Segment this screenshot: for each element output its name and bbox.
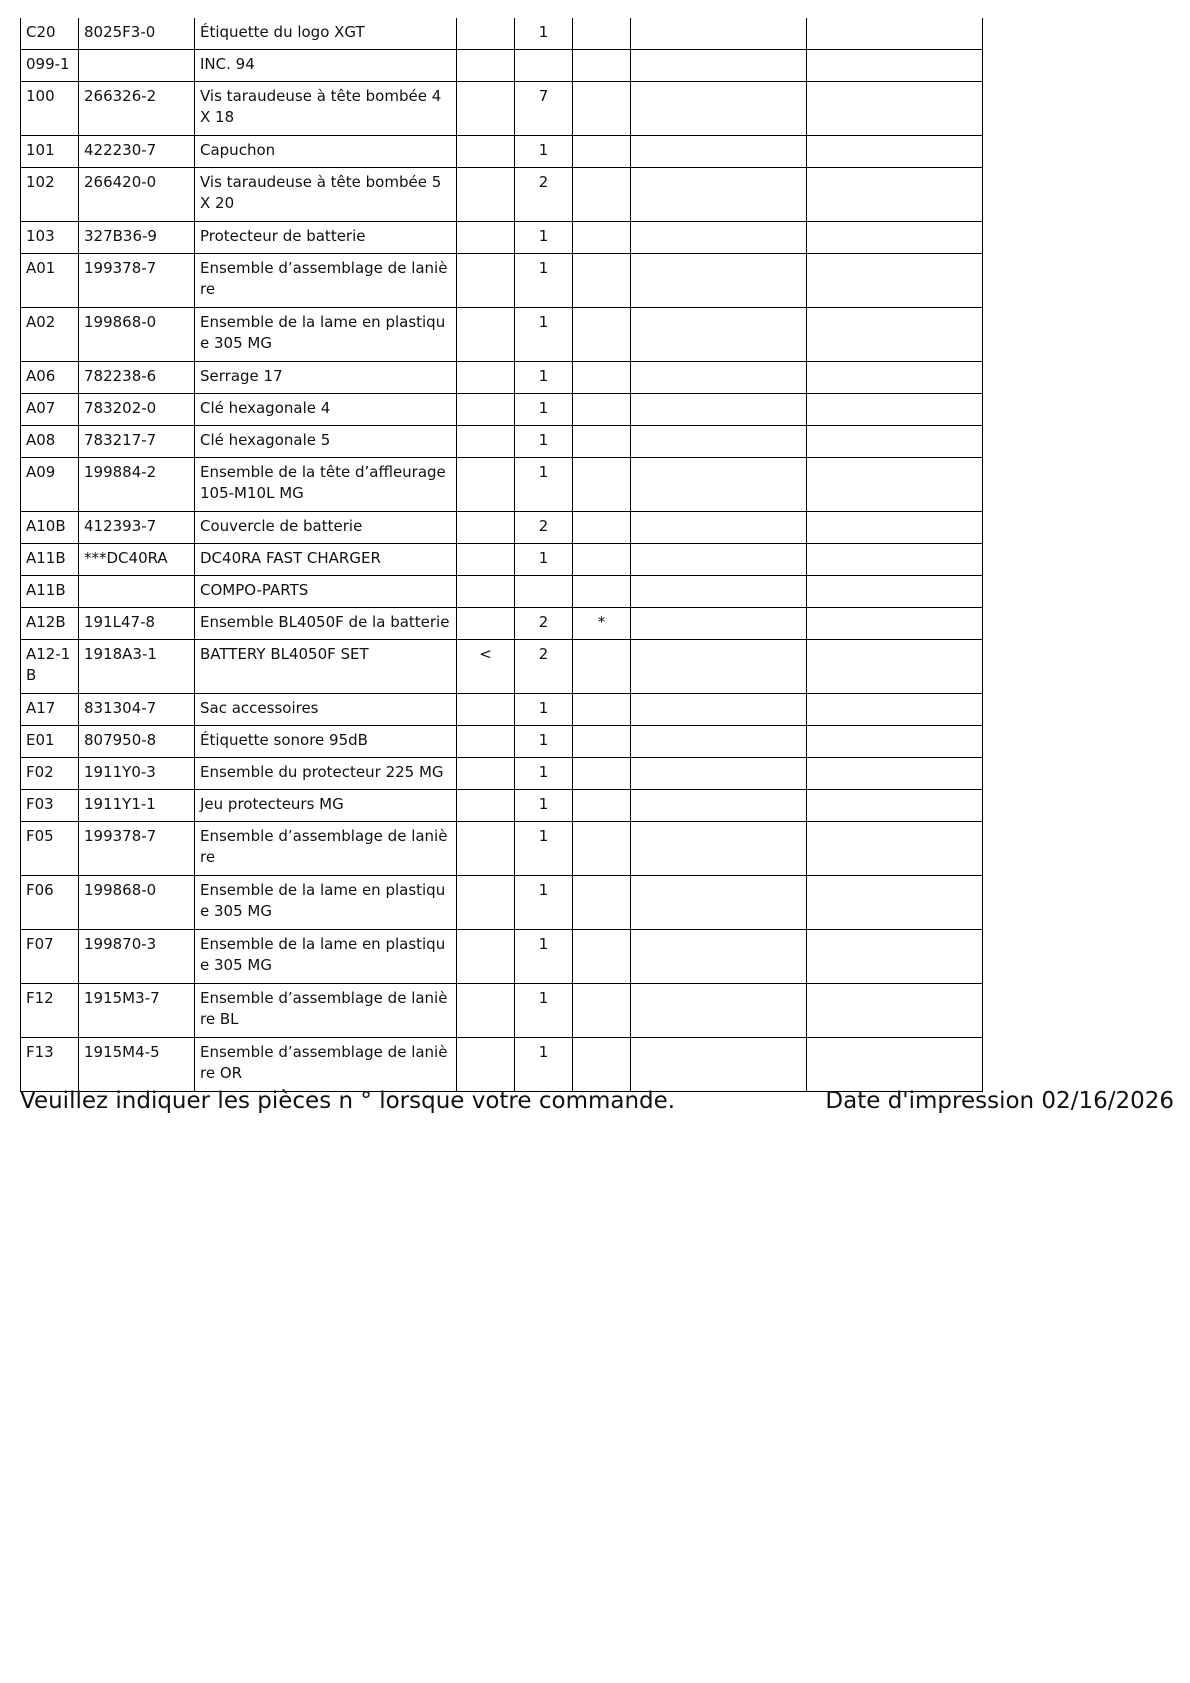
- cell-mark: [457, 18, 515, 50]
- cell-part-number: 266326-2: [79, 82, 195, 136]
- cell-empty: [631, 876, 807, 930]
- cell-quantity: 2: [515, 640, 573, 694]
- cell-quantity: 1: [515, 984, 573, 1038]
- cell-quantity: 1: [515, 876, 573, 930]
- table-row: [21, 1038, 983, 1092]
- cell-empty: [807, 512, 983, 544]
- cell-item-no: 103: [21, 222, 79, 254]
- cell-empty: [807, 136, 983, 168]
- cell-note: [573, 18, 631, 50]
- cell-empty: [807, 308, 983, 362]
- table-row: [21, 608, 983, 640]
- table-row: [21, 758, 983, 790]
- cell-description: Étiquette sonore 95dB: [195, 726, 457, 758]
- table-row: [21, 394, 983, 426]
- cell-empty: [631, 222, 807, 254]
- cell-empty: [807, 82, 983, 136]
- cell-quantity: 1: [515, 308, 573, 362]
- cell-mark: [457, 876, 515, 930]
- cell-quantity: 1: [515, 394, 573, 426]
- cell-part-number: 412393-7: [79, 512, 195, 544]
- cell-description: COMPO-PARTS: [195, 576, 457, 608]
- cell-part-number: 1915M3-7: [79, 984, 195, 1038]
- cell-item-no: E01: [21, 726, 79, 758]
- cell-note: [573, 876, 631, 930]
- cell-mark: [457, 790, 515, 822]
- cell-empty: [631, 426, 807, 458]
- print-date: Date d'impression 02/16/2026: [825, 1088, 1174, 1114]
- cell-empty: [807, 930, 983, 984]
- cell-quantity: 1: [515, 758, 573, 790]
- cell-note: [573, 512, 631, 544]
- cell-mark: [457, 50, 515, 82]
- cell-part-number: 199868-0: [79, 876, 195, 930]
- cell-empty: [807, 254, 983, 308]
- cell-item-no: A12B: [21, 608, 79, 640]
- cell-description: Ensemble de la lame en plastique 305 MG: [195, 876, 457, 930]
- cell-empty: [631, 50, 807, 82]
- cell-part-number: 807950-8: [79, 726, 195, 758]
- cell-part-number: 191L47-8: [79, 608, 195, 640]
- cell-mark: [457, 726, 515, 758]
- cell-empty: [631, 82, 807, 136]
- cell-empty: [807, 222, 983, 254]
- table-row: [21, 984, 983, 1038]
- cell-empty: [631, 512, 807, 544]
- cell-empty: [631, 1038, 807, 1092]
- cell-part-number: 8025F3-0: [79, 18, 195, 50]
- cell-empty: [631, 18, 807, 50]
- cell-part-number: 1911Y0-3: [79, 758, 195, 790]
- table-row: [21, 694, 983, 726]
- cell-empty: [807, 790, 983, 822]
- cell-part-number: 199378-7: [79, 254, 195, 308]
- cell-empty: [807, 1038, 983, 1092]
- cell-mark: [457, 694, 515, 726]
- cell-empty: [631, 394, 807, 426]
- cell-empty: [631, 458, 807, 512]
- cell-description: BATTERY BL4050F SET: [195, 640, 457, 694]
- cell-description: Ensemble d’assemblage de lanière OR: [195, 1038, 457, 1092]
- table-row: [21, 222, 983, 254]
- cell-mark: [457, 168, 515, 222]
- cell-note: [573, 930, 631, 984]
- cell-description: Ensemble BL4050F de la batterie: [195, 608, 457, 640]
- cell-part-number: 1915M4-5: [79, 1038, 195, 1092]
- cell-note: *: [573, 608, 631, 640]
- cell-empty: [807, 984, 983, 1038]
- cell-description: Capuchon: [195, 136, 457, 168]
- table-row: [21, 544, 983, 576]
- cell-description: Clé hexagonale 4: [195, 394, 457, 426]
- cell-note: [573, 426, 631, 458]
- cell-quantity: 1: [515, 694, 573, 726]
- cell-empty: [631, 758, 807, 790]
- cell-empty: [807, 758, 983, 790]
- cell-description: Vis taraudeuse à tête bombée 5X 20: [195, 168, 457, 222]
- cell-empty: [807, 50, 983, 82]
- cell-empty: [807, 822, 983, 876]
- cell-description: Couvercle de batterie: [195, 512, 457, 544]
- cell-empty: [807, 876, 983, 930]
- cell-part-number: 199870-3: [79, 930, 195, 984]
- cell-quantity: 7: [515, 82, 573, 136]
- table-row: [21, 50, 983, 82]
- cell-mark: [457, 576, 515, 608]
- cell-empty: [631, 790, 807, 822]
- parts-table-body: [21, 18, 983, 1092]
- cell-note: [573, 168, 631, 222]
- cell-mark: [457, 308, 515, 362]
- cell-description: Vis taraudeuse à tête bombée 4X 18: [195, 82, 457, 136]
- cell-empty: [631, 640, 807, 694]
- cell-part-number: 199884-2: [79, 458, 195, 512]
- cell-empty: [631, 544, 807, 576]
- cell-note: [573, 136, 631, 168]
- cell-mark: [457, 512, 515, 544]
- table-row: [21, 726, 983, 758]
- cell-note: [573, 790, 631, 822]
- cell-item-no: F12: [21, 984, 79, 1038]
- cell-quantity: [515, 50, 573, 82]
- cell-quantity: 2: [515, 168, 573, 222]
- cell-description: Ensemble d’assemblage de lanière: [195, 254, 457, 308]
- cell-note: [573, 544, 631, 576]
- cell-part-number: 1911Y1-1: [79, 790, 195, 822]
- cell-mark: [457, 426, 515, 458]
- cell-description: Ensemble d’assemblage de lanière: [195, 822, 457, 876]
- cell-note: [573, 308, 631, 362]
- cell-item-no: A12-1B: [21, 640, 79, 694]
- cell-item-no: A17: [21, 694, 79, 726]
- cell-description: Ensemble d’assemblage de lanière BL: [195, 984, 457, 1038]
- cell-quantity: 1: [515, 544, 573, 576]
- cell-item-no: 102: [21, 168, 79, 222]
- table-row: [21, 136, 983, 168]
- cell-mark: [457, 544, 515, 576]
- cell-mark: [457, 82, 515, 136]
- cell-empty: [631, 930, 807, 984]
- cell-description: INC. 94: [195, 50, 457, 82]
- cell-part-number: 782238-6: [79, 362, 195, 394]
- cell-mark: [457, 394, 515, 426]
- cell-empty: [807, 544, 983, 576]
- cell-quantity: 1: [515, 726, 573, 758]
- cell-item-no: F06: [21, 876, 79, 930]
- cell-note: [573, 458, 631, 512]
- table-row: [21, 930, 983, 984]
- cell-part-number: 327B36-9: [79, 222, 195, 254]
- cell-description: Ensemble de la tête d’affleurage 105-M10L MG: [195, 458, 457, 512]
- cell-item-no: A07: [21, 394, 79, 426]
- cell-empty: [631, 726, 807, 758]
- table-row: [21, 790, 983, 822]
- cell-quantity: 1: [515, 254, 573, 308]
- cell-note: [573, 50, 631, 82]
- cell-mark: [457, 1038, 515, 1092]
- cell-mark: <: [457, 640, 515, 694]
- cell-note: [573, 640, 631, 694]
- cell-mark: [457, 458, 515, 512]
- cell-quantity: [515, 576, 573, 608]
- cell-mark: [457, 984, 515, 1038]
- cell-empty: [631, 308, 807, 362]
- cell-empty: [631, 168, 807, 222]
- cell-description: Serrage 17: [195, 362, 457, 394]
- cell-empty: [807, 640, 983, 694]
- table-row: [21, 18, 983, 50]
- cell-part-number: 783202-0: [79, 394, 195, 426]
- cell-part-number: 266420-0: [79, 168, 195, 222]
- cell-empty: [807, 726, 983, 758]
- cell-quantity: 1: [515, 790, 573, 822]
- cell-note: [573, 394, 631, 426]
- cell-item-no: A09: [21, 458, 79, 512]
- cell-description: Ensemble de la lame en plastique 305 MG: [195, 930, 457, 984]
- cell-note: [573, 82, 631, 136]
- table-row: [21, 512, 983, 544]
- cell-mark: [457, 254, 515, 308]
- table-row: [21, 458, 983, 512]
- cell-description: Étiquette du logo XGT: [195, 18, 457, 50]
- cell-item-no: C20: [21, 18, 79, 50]
- cell-item-no: A11B: [21, 576, 79, 608]
- cell-part-number: [79, 576, 195, 608]
- cell-item-no: F02: [21, 758, 79, 790]
- table-row: [21, 254, 983, 308]
- cell-empty: [807, 168, 983, 222]
- cell-item-no: 099-1: [21, 50, 79, 82]
- table-row: [21, 576, 983, 608]
- cell-empty: [631, 576, 807, 608]
- cell-empty: [631, 984, 807, 1038]
- cell-note: [573, 822, 631, 876]
- parts-table: [20, 18, 983, 1092]
- cell-note: [573, 1038, 631, 1092]
- footer-order-note: Veuillez indiquer les pièces n ° lorsque votre commande.: [20, 1088, 676, 1114]
- cell-item-no: A01: [21, 254, 79, 308]
- cell-empty: [807, 362, 983, 394]
- cell-quantity: 2: [515, 512, 573, 544]
- cell-note: [573, 222, 631, 254]
- cell-note: [573, 758, 631, 790]
- table-row: [21, 168, 983, 222]
- table-row: [21, 362, 983, 394]
- cell-quantity: 1: [515, 222, 573, 254]
- table-row: [21, 426, 983, 458]
- cell-note: [573, 362, 631, 394]
- cell-item-no: F07: [21, 930, 79, 984]
- cell-empty: [807, 576, 983, 608]
- cell-description: Protecteur de batterie: [195, 222, 457, 254]
- table-row: [21, 876, 983, 930]
- cell-item-no: A10B: [21, 512, 79, 544]
- cell-item-no: F05: [21, 822, 79, 876]
- cell-item-no: 101: [21, 136, 79, 168]
- cell-empty: [631, 694, 807, 726]
- cell-quantity: 1: [515, 362, 573, 394]
- cell-part-number: 422230-7: [79, 136, 195, 168]
- cell-empty: [631, 254, 807, 308]
- cell-quantity: 1: [515, 458, 573, 512]
- cell-quantity: 1: [515, 426, 573, 458]
- cell-empty: [807, 694, 983, 726]
- cell-empty: [631, 362, 807, 394]
- cell-item-no: 100: [21, 82, 79, 136]
- cell-part-number: 199378-7: [79, 822, 195, 876]
- cell-description: Jeu protecteurs MG: [195, 790, 457, 822]
- table-row: [21, 822, 983, 876]
- cell-mark: [457, 362, 515, 394]
- cell-empty: [807, 426, 983, 458]
- cell-quantity: 1: [515, 822, 573, 876]
- cell-item-no: A08: [21, 426, 79, 458]
- cell-empty: [807, 608, 983, 640]
- table-row: [21, 640, 983, 694]
- cell-empty: [631, 608, 807, 640]
- cell-mark: [457, 758, 515, 790]
- cell-item-no: A02: [21, 308, 79, 362]
- cell-item-no: F13: [21, 1038, 79, 1092]
- cell-quantity: 1: [515, 18, 573, 50]
- cell-item-no: A06: [21, 362, 79, 394]
- cell-part-number: 1918A3-1: [79, 640, 195, 694]
- table-row: [21, 308, 983, 362]
- cell-empty: [807, 18, 983, 50]
- cell-part-number: 783217-7: [79, 426, 195, 458]
- cell-description: Ensemble du protecteur 225 MG: [195, 758, 457, 790]
- cell-note: [573, 694, 631, 726]
- cell-empty: [807, 458, 983, 512]
- cell-note: [573, 984, 631, 1038]
- cell-part-number: ***DC40RA: [79, 544, 195, 576]
- cell-quantity: 2: [515, 608, 573, 640]
- cell-quantity: 1: [515, 1038, 573, 1092]
- table-row: [21, 82, 983, 136]
- cell-empty: [631, 136, 807, 168]
- cell-note: [573, 254, 631, 308]
- cell-item-no: A11B: [21, 544, 79, 576]
- cell-mark: [457, 222, 515, 254]
- cell-description: DC40RA FAST CHARGER: [195, 544, 457, 576]
- cell-description: Sac accessoires: [195, 694, 457, 726]
- cell-mark: [457, 136, 515, 168]
- cell-empty: [807, 394, 983, 426]
- cell-mark: [457, 822, 515, 876]
- cell-mark: [457, 930, 515, 984]
- cell-part-number: 199868-0: [79, 308, 195, 362]
- cell-note: [573, 576, 631, 608]
- cell-empty: [631, 822, 807, 876]
- cell-description: Ensemble de la lame en plastique 305 MG: [195, 308, 457, 362]
- cell-quantity: 1: [515, 930, 573, 984]
- cell-description: Clé hexagonale 5: [195, 426, 457, 458]
- cell-note: [573, 726, 631, 758]
- cell-part-number: 831304-7: [79, 694, 195, 726]
- cell-item-no: F03: [21, 790, 79, 822]
- cell-mark: [457, 608, 515, 640]
- cell-quantity: 1: [515, 136, 573, 168]
- cell-part-number: [79, 50, 195, 82]
